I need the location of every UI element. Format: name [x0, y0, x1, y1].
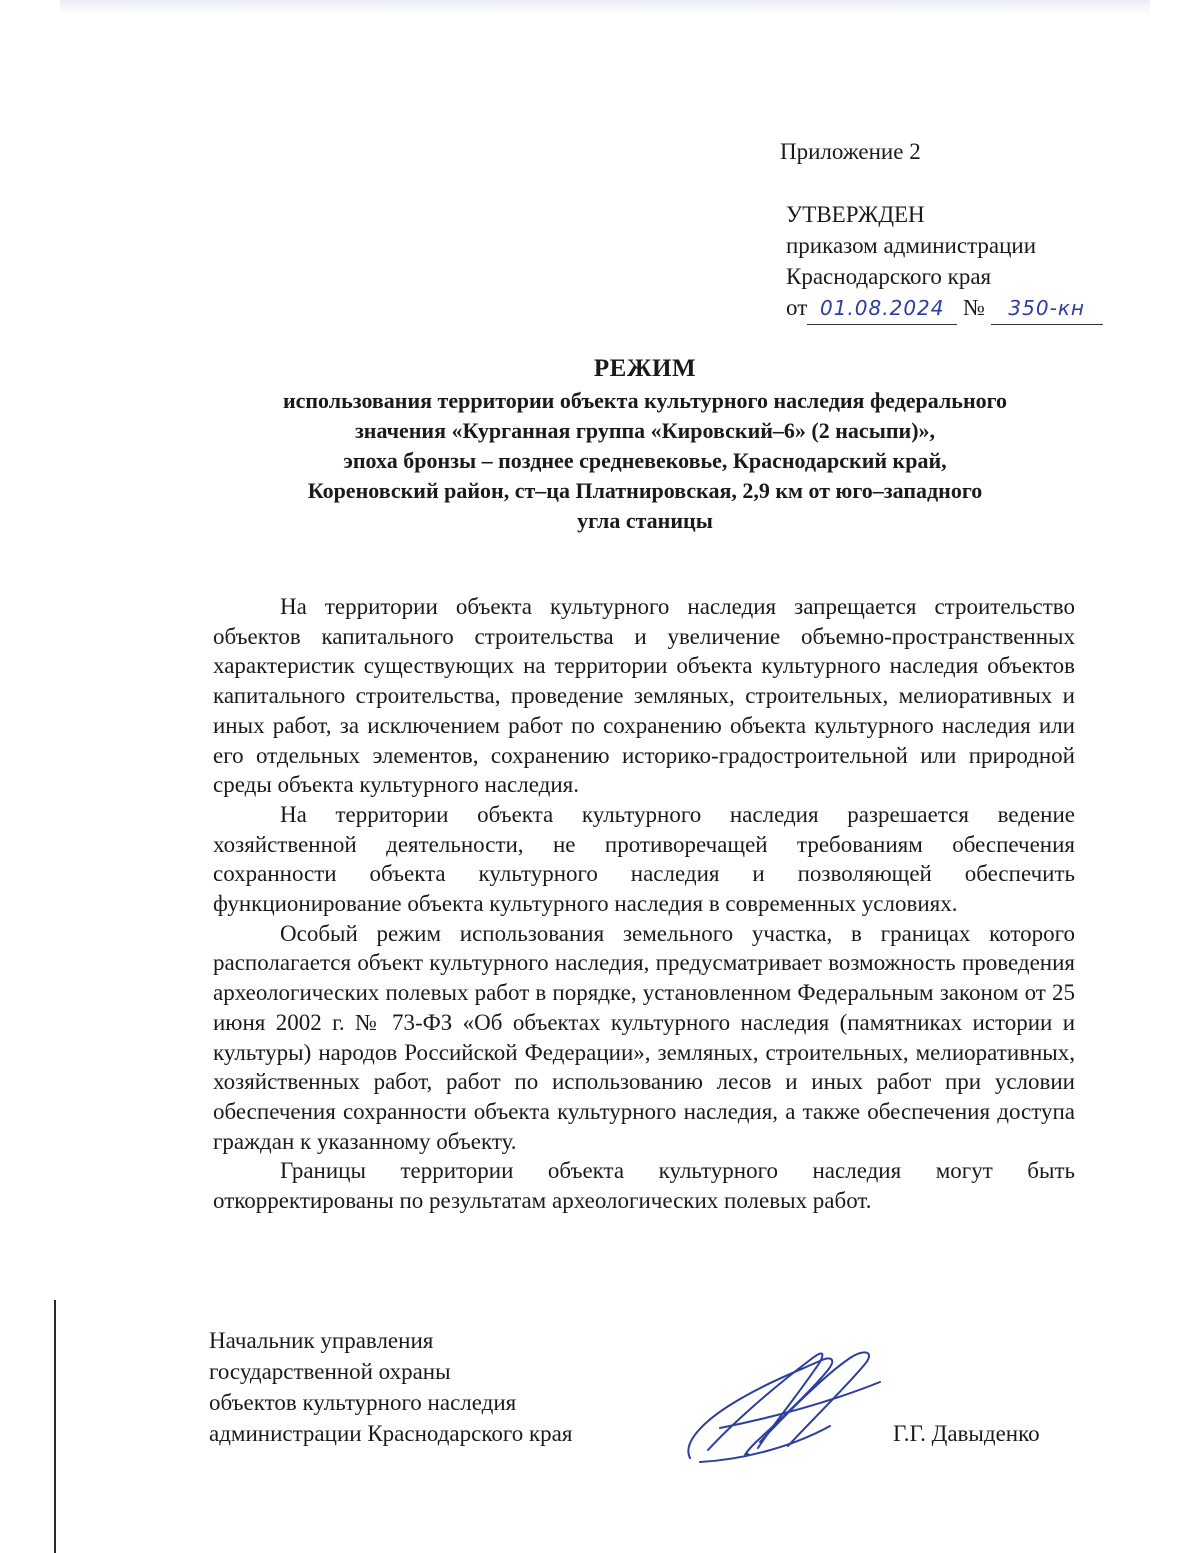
- signer-position: [209, 1325, 572, 1449]
- handwritten-signature: [660, 1330, 900, 1470]
- signer-name: Г.Г. Давыденко: [893, 1421, 1040, 1446]
- order-date: 01.08.2024: [807, 293, 957, 325]
- title-line-3: эпоха бронзы – позднее средневековье, Краснодарский край,: [343, 448, 947, 473]
- paragraph-1: На территории объекта культурного наследия запрещается строительство объектов капитального строительства и увеличение объемно-пространственных характеристик существующих на территории объекта культурного наследия объектов капитального строительства, проведение земляных, строительных, мелиоративных и иных работ, за исключением работ по сохранению объекта культурного наследия или его отдельных элементов, сохранению историко-градостроительной или природной среды объекта культурного наследия.: [213, 594, 1075, 798]
- paragraph-4: Границы территории объекта культурного наследия могут быть откорректированы по результатам археологических полевых работ.: [213, 1158, 1075, 1214]
- approval-line-2: Краснодарского края: [786, 264, 992, 289]
- scan-edge-left: [54, 1300, 56, 1553]
- approval-heading: УТВЕРЖДЕН: [786, 202, 925, 227]
- paragraph-2: На территории объекта культурного наследия разрешается ведение хозяйственной деятельности, не противоречащей требованиям обеспечения сохранности объекта культурного наследия и позволяющей обеспечить функционирование объекта культурного наследия в современных условиях.: [213, 801, 1075, 917]
- position-line-3: объектов культурного наследия: [209, 1390, 517, 1415]
- number-label: №: [963, 295, 985, 320]
- paragraph-3: Особый режим использования земельного участка, в границах которого располагается объект культурного наследия, предусматривает возможность проведения археологических полевых работ в порядке, установленном Федеральным законом от 25 июня 2002 г. № 73-ФЗ «Об объектах культурного наследия (памятниках истории и культуры) народов Российской Федерации», земляных, строительных, мелиоративных, хозяйственных работ, работ по использованию лесов и иных работ при условии обеспечения сохранности объекта культурного наследия, а также обеспечения доступа граждан к указанному объекту.: [213, 920, 1075, 1154]
- position-line-1: Начальник управления: [209, 1328, 434, 1353]
- signature-stroke-5: [700, 1426, 830, 1462]
- position-line-2: государственной охраны: [209, 1359, 451, 1384]
- title-line-4: Кореновский район, ст–ца Платнировская, 2,9 км от юго–западного: [307, 478, 983, 503]
- title-line-1: использования территории объекта культурного наследия федерального: [282, 388, 1008, 413]
- scan-edge-top: [60, 0, 1150, 14]
- approval-date-number: [786, 292, 1103, 325]
- title-line-5: угла станицы: [577, 508, 713, 533]
- from-label: от: [786, 295, 808, 320]
- order-number: 350-кн: [991, 293, 1103, 325]
- document-body: [213, 592, 1075, 1216]
- appendix-label: Приложение 2: [780, 139, 921, 164]
- position-line-4: администрации Краснодарского края: [209, 1421, 573, 1446]
- approval-block: [786, 199, 1103, 325]
- document-title: [200, 352, 1090, 536]
- title-line-2: значения «Курганная группа «Кировский–6» (2 насыпи)»,: [354, 418, 936, 443]
- approval-line-1: приказом администрации: [786, 233, 1037, 258]
- signature-stroke-3: [760, 1352, 869, 1446]
- title-main: РЕЖИМ: [593, 355, 697, 382]
